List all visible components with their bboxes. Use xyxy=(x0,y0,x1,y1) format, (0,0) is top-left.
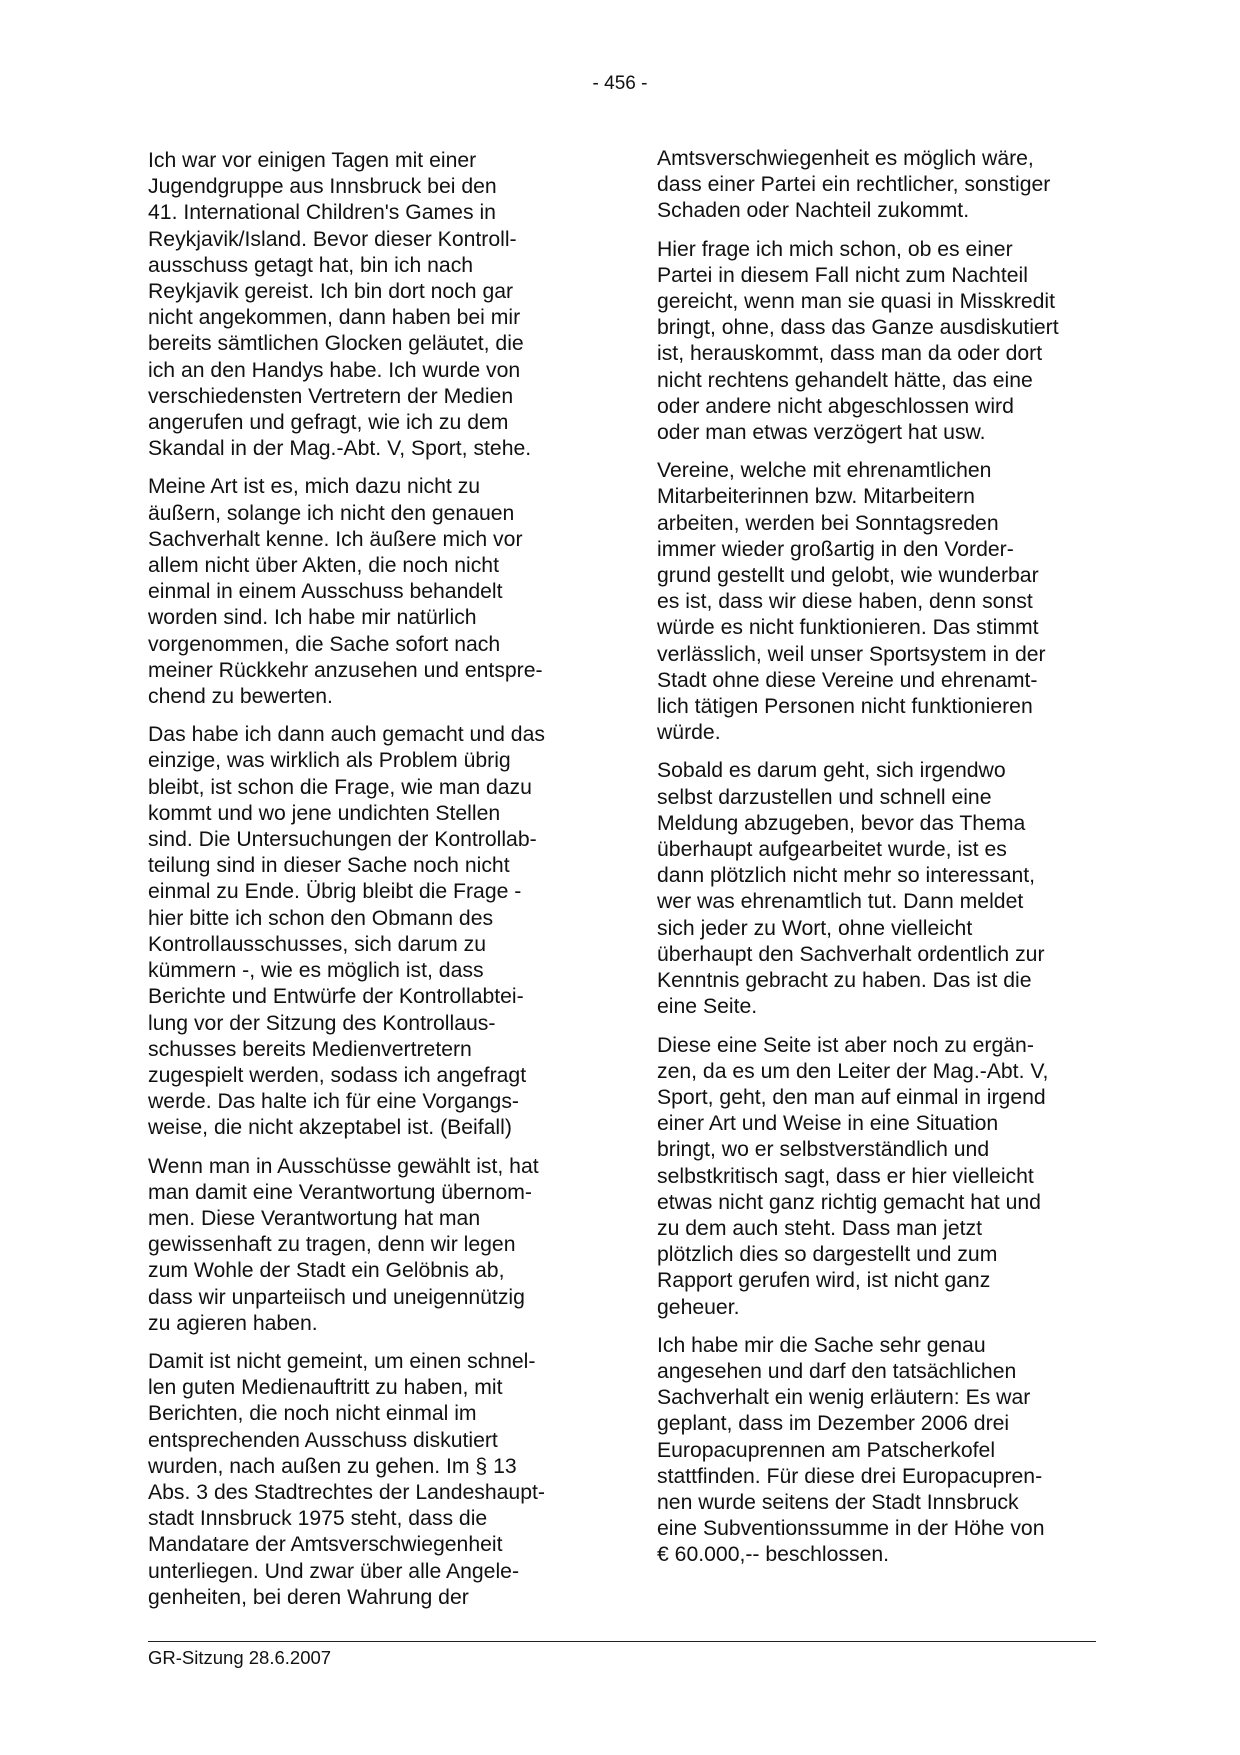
text-line: Jugendgruppe aus Innsbruck bei den xyxy=(148,175,497,199)
text-line: bringt, ohne, dass das Ganze ausdiskutiert xyxy=(657,316,1059,340)
footer-divider xyxy=(148,1641,1096,1642)
paragraph xyxy=(657,758,1102,1020)
text-line: allem nicht über Akten, die noch nicht xyxy=(148,554,499,578)
paragraph xyxy=(657,146,1102,225)
text-line: es ist, dass wir diese haben, denn sonst xyxy=(657,590,1033,614)
paragraph xyxy=(657,1333,1102,1569)
text-line: Sachverhalt kenne. Ich äußere mich vor xyxy=(148,527,523,551)
text-line: stattfinden. Für diese drei Europacupren- xyxy=(657,1464,1043,1488)
text-line: unterliegen. Und zwar über alle Angele- xyxy=(148,1559,520,1583)
text-line: Das habe ich dann auch gemacht und das xyxy=(148,723,545,747)
text-line: men. Diese Verantwortung hat man xyxy=(148,1206,481,1230)
text-line: äußern, solange ich nicht den genauen xyxy=(148,501,515,525)
text-line: chend zu bewerten. xyxy=(148,685,333,709)
text-line: Wenn man in Ausschüsse gewählt ist, hat xyxy=(148,1154,539,1178)
text-line: bringt, wo er selbstverständlich und xyxy=(657,1138,990,1162)
text-line: teilung sind in dieser Sache noch nicht xyxy=(148,854,510,878)
text-line: ist, herauskommt, dass man da oder dort xyxy=(657,342,1043,366)
text-line: 41. International Children's Games in xyxy=(148,201,496,225)
text-line: überhaupt aufgearbeitet wurde, ist es xyxy=(657,838,1007,862)
text-line: Meldung abzugeben, bevor das Thema xyxy=(657,811,1026,835)
paragraph xyxy=(148,474,593,710)
text-line: werde. Das halte ich für eine Vorgangs- xyxy=(148,1090,519,1114)
text-line: bleibt, ist schon die Frage, wie man dazu xyxy=(148,775,532,799)
text-line: sich jeder zu Wort, ohne vielleicht xyxy=(657,916,973,940)
paragraph xyxy=(657,237,1102,447)
text-line: immer wieder großartig in den Vorder- xyxy=(657,537,1014,561)
text-line: einer Art und Weise in eine Situation xyxy=(657,1112,999,1136)
paragraph xyxy=(148,1349,593,1611)
text-line: entsprechenden Ausschuss diskutiert xyxy=(148,1428,498,1452)
text-line: weise, die nicht akzeptabel ist. (Beifall) xyxy=(148,1116,512,1140)
text-line: Damit ist nicht gemeint, um einen schnel- xyxy=(148,1349,536,1373)
text-line: eine Seite. xyxy=(657,995,758,1019)
left-column xyxy=(148,148,593,1623)
text-line: Ich war vor einigen Tagen mit einer xyxy=(148,149,477,172)
text-line: zen, da es um den Leiter der Mag.-Abt. V, xyxy=(657,1059,1049,1083)
right-column xyxy=(657,146,1102,1581)
text-line: Reykjavik/Island. Bevor dieser Kontroll- xyxy=(148,227,517,251)
text-line: lung vor der Sitzung des Kontrollaus- xyxy=(148,1011,496,1035)
paragraph xyxy=(148,1154,593,1337)
text-line: plötzlich dies so dargestellt und zum xyxy=(657,1243,998,1267)
text-line: ich an den Handys habe. Ich wurde von xyxy=(148,358,521,382)
text-line: € 60.000,-- beschlossen. xyxy=(657,1543,890,1567)
paragraph xyxy=(148,148,593,462)
text-line: einmal in einem Ausschuss behandelt xyxy=(148,580,503,604)
text-line: vorgenommen, die Sache sofort nach xyxy=(148,632,501,656)
text-line: stadt Innsbruck 1975 steht, dass die xyxy=(148,1507,488,1531)
text-line: sind. Die Untersuchungen der Kontrollab- xyxy=(148,828,537,852)
text-line: eine Subventionssumme in der Höhe von xyxy=(657,1517,1045,1541)
text-line: einmal zu Ende. Übrig bleibt die Frage - xyxy=(148,880,522,904)
text-line: kommt und wo jene undichten Stellen xyxy=(148,801,501,825)
text-line: lich tätigen Personen nicht funktionieren xyxy=(657,695,1033,719)
text-line: Europacuprennen am Patscherkofel xyxy=(657,1438,996,1462)
text-line: zum Wohle der Stadt ein Gelöbnis ab, xyxy=(148,1259,505,1283)
text-line: Rapport gerufen wird, ist nicht ganz xyxy=(657,1269,991,1293)
text-line: len guten Medienauftritt zu haben, mit xyxy=(148,1376,503,1400)
paragraph xyxy=(657,458,1102,746)
text-line: etwas nicht ganz richtig gemacht hat und xyxy=(657,1190,1041,1214)
text-line: selbst darzustellen und schnell eine xyxy=(657,785,992,809)
paragraph xyxy=(657,1033,1102,1321)
text-line: überhaupt den Sachverhalt ordentlich zur xyxy=(657,942,1045,966)
text-line: Ich habe mir die Sache sehr genau xyxy=(657,1333,986,1357)
text-line: Sport, geht, den man auf einmal in irgend xyxy=(657,1085,1046,1109)
text-line: dass einer Partei ein rechtlicher, sonstiger xyxy=(657,173,1051,197)
text-line: meiner Rückkehr anzusehen und entspre- xyxy=(148,658,543,682)
text-line: angesehen und darf den tatsächlichen xyxy=(657,1359,1017,1383)
text-line: Abs. 3 des Stadtrechtes der Landeshaupt- xyxy=(148,1480,545,1504)
text-line: gereicht, wenn man sie quasi in Misskredit xyxy=(657,290,1056,314)
text-line: ausschuss getagt hat, bin ich nach xyxy=(148,253,474,277)
text-line: Diese eine Seite ist aber noch zu ergän- xyxy=(657,1033,1034,1057)
text-line: Mandatare der Amtsverschwiegenheit xyxy=(148,1533,503,1557)
text-line: Kontrollausschusses, sich darum zu xyxy=(148,932,486,956)
text-line: man damit eine Verantwortung übernom- xyxy=(148,1180,532,1204)
text-line: Vereine, welche mit ehrenamtlichen xyxy=(657,459,992,483)
text-line: selbstkritisch sagt, dass er hier vielleicht xyxy=(657,1164,1034,1188)
text-line: verschiedensten Vertretern der Medien xyxy=(148,384,514,408)
text-line: würde es nicht funktionieren. Das stimmt xyxy=(657,616,1039,640)
text-line: gewissenhaft zu tragen, denn wir legen xyxy=(148,1233,516,1257)
text-line: Sobald es darum geht, sich irgendwo xyxy=(657,759,1006,783)
text-line: Skandal in der Mag.-Abt. V, Sport, stehe. xyxy=(148,437,532,461)
text-line: Berichten, die noch nicht einmal im xyxy=(148,1402,477,1426)
text-line: angerufen und gefragt, wie ich zu dem xyxy=(148,411,509,435)
text-line: wer was ehrenamtlich tut. Dann meldet xyxy=(657,890,1024,914)
text-line: dass wir unparteiisch und uneigennützig xyxy=(148,1285,525,1309)
text-line: nen wurde seitens der Stadt Innsbruck xyxy=(657,1490,1019,1514)
text-line: geplant, dass im Dezember 2006 drei xyxy=(657,1412,1010,1436)
text-line: Sachverhalt ein wenig erläutern: Es war xyxy=(657,1386,1031,1410)
text-line: schusses bereits Medienvertretern xyxy=(148,1037,472,1061)
text-line: kümmern -, wie es möglich ist, dass xyxy=(148,959,484,983)
text-line: Partei in diesem Fall nicht zum Nachteil xyxy=(657,263,1028,287)
text-line: Stadt ohne diese Vereine und ehrenamt- xyxy=(657,668,1038,692)
text-line: genheiten, bei deren Wahrung der xyxy=(148,1585,469,1609)
text-line: worden sind. Ich habe mir natürlich xyxy=(148,606,477,630)
page-number: - 456 - xyxy=(592,73,648,94)
text-line: oder andere nicht abgeschlossen wird xyxy=(657,394,1014,418)
text-line: Mitarbeiterinnen bzw. Mitarbeitern xyxy=(657,485,975,509)
text-line: nicht rechtens gehandelt hätte, das eine xyxy=(657,368,1033,392)
text-line: hier bitte ich schon den Obmann des xyxy=(148,906,494,930)
text-line: bereits sämtlichen Glocken geläutet, die xyxy=(148,332,524,356)
text-line: wurden, nach außen zu gehen. Im § 13 xyxy=(148,1454,517,1478)
text-line: einzige, was wirklich als Problem übrig xyxy=(148,749,511,773)
text-line: arbeiten, werden bei Sonntagsreden xyxy=(657,511,999,535)
text-line: Reykjavik gereist. Ich bin dort noch gar xyxy=(148,280,514,304)
text-line: dann plötzlich nicht mehr so interessant, xyxy=(657,864,1036,888)
text-line: zu agieren haben. xyxy=(148,1311,318,1335)
paragraph xyxy=(148,722,593,1141)
text-line: Hier frage ich mich schon, ob es einer xyxy=(657,237,1013,261)
text-line: Berichte und Entwürfe der Kontrollabtei- xyxy=(148,985,524,1009)
text-line: Amtsverschwiegenheit es möglich wäre, xyxy=(657,147,1034,170)
text-line: Schaden oder Nachteil zukommt. xyxy=(657,199,970,223)
text-line: zu dem auch steht. Dass man jetzt xyxy=(657,1216,983,1240)
text-line: nicht angekommen, dann haben bei mir xyxy=(148,306,521,330)
text-line: grund gestellt und gelobt, wie wunderbar xyxy=(657,564,1039,588)
text-line: verlässlich, weil unser Sportsystem in der xyxy=(657,642,1046,666)
text-line: oder man etwas verzögert hat usw. xyxy=(657,421,986,445)
text-line: Meine Art ist es, mich dazu nicht zu xyxy=(148,475,481,499)
text-line: würde. xyxy=(657,721,721,745)
footer-session-date: GR-Sitzung 28.6.2007 xyxy=(148,1647,332,1668)
text-line: Kenntnis gebracht zu haben. Das ist die xyxy=(657,969,1032,993)
text-line: geheuer. xyxy=(657,1295,740,1319)
text-line: zugespielt werden, sodass ich angefragt xyxy=(148,1063,527,1087)
